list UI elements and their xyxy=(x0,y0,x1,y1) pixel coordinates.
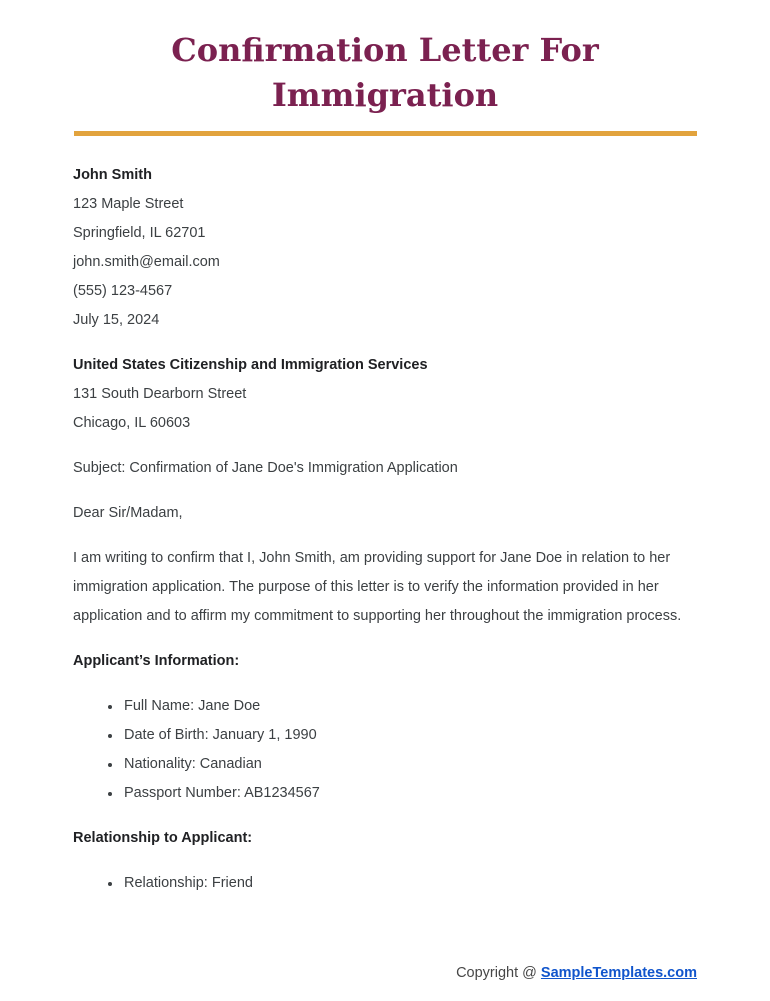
sender-address-line2: Springfield, IL 62701 xyxy=(73,225,206,241)
recipient-address-line1: 131 South Dearborn Street xyxy=(73,386,247,402)
list-item: • Nationality: Canadian xyxy=(122,750,697,779)
page-title: Confirmation Letter For Immigration xyxy=(171,31,599,114)
recipient-address-line2: Chicago, IL 60603 xyxy=(73,415,191,431)
copyright-text: Copyright @ xyxy=(456,965,541,981)
subject-block xyxy=(73,454,697,483)
sender-address-line1: 123 Maple Street xyxy=(73,196,184,212)
sender-name: John Smith xyxy=(73,167,152,183)
recipient-block xyxy=(73,351,697,438)
relationship-list xyxy=(73,869,697,898)
relationship-heading-block xyxy=(73,824,697,853)
footer xyxy=(456,965,697,981)
sender-email: john.smith@email.com xyxy=(73,254,220,270)
list-item: • Full Name: Jane Doe xyxy=(122,692,697,721)
subject-line: Subject: Confirmation of Jane Doe's Immigration Application xyxy=(73,460,458,476)
body-paragraph: I am writing to confirm that I, John Smith, am providing support for Jane Doe in relation to her immigration application. The purpose of this letter is to verify the information provided in her application and to affirm my commitment to supporting her throughout the immigration process. xyxy=(73,550,682,624)
applicant-info-heading-block xyxy=(73,647,697,676)
salutation-block xyxy=(73,499,697,528)
salutation: Dear Sir/Madam, xyxy=(73,505,183,521)
list-item: • Date of Birth: January 1, 1990 xyxy=(122,721,697,750)
applicant-info-list xyxy=(73,692,697,808)
footer-link[interactable]: SampleTemplates.com xyxy=(540,965,697,981)
letter-body xyxy=(0,136,770,898)
letter-date: July 15, 2024 xyxy=(73,312,160,328)
sender-phone: (555) 123-4567 xyxy=(73,283,173,299)
applicant-info-heading: Applicant’s Information: xyxy=(73,653,240,669)
sender-block xyxy=(73,161,697,335)
list-item: • Passport Number: AB1234567 xyxy=(122,779,697,808)
relationship-heading: Relationship to Applicant: xyxy=(73,830,253,846)
list-item: • Relationship: Friend xyxy=(122,869,697,898)
recipient-name: United States Citizenship and Immigration Services xyxy=(73,357,428,373)
